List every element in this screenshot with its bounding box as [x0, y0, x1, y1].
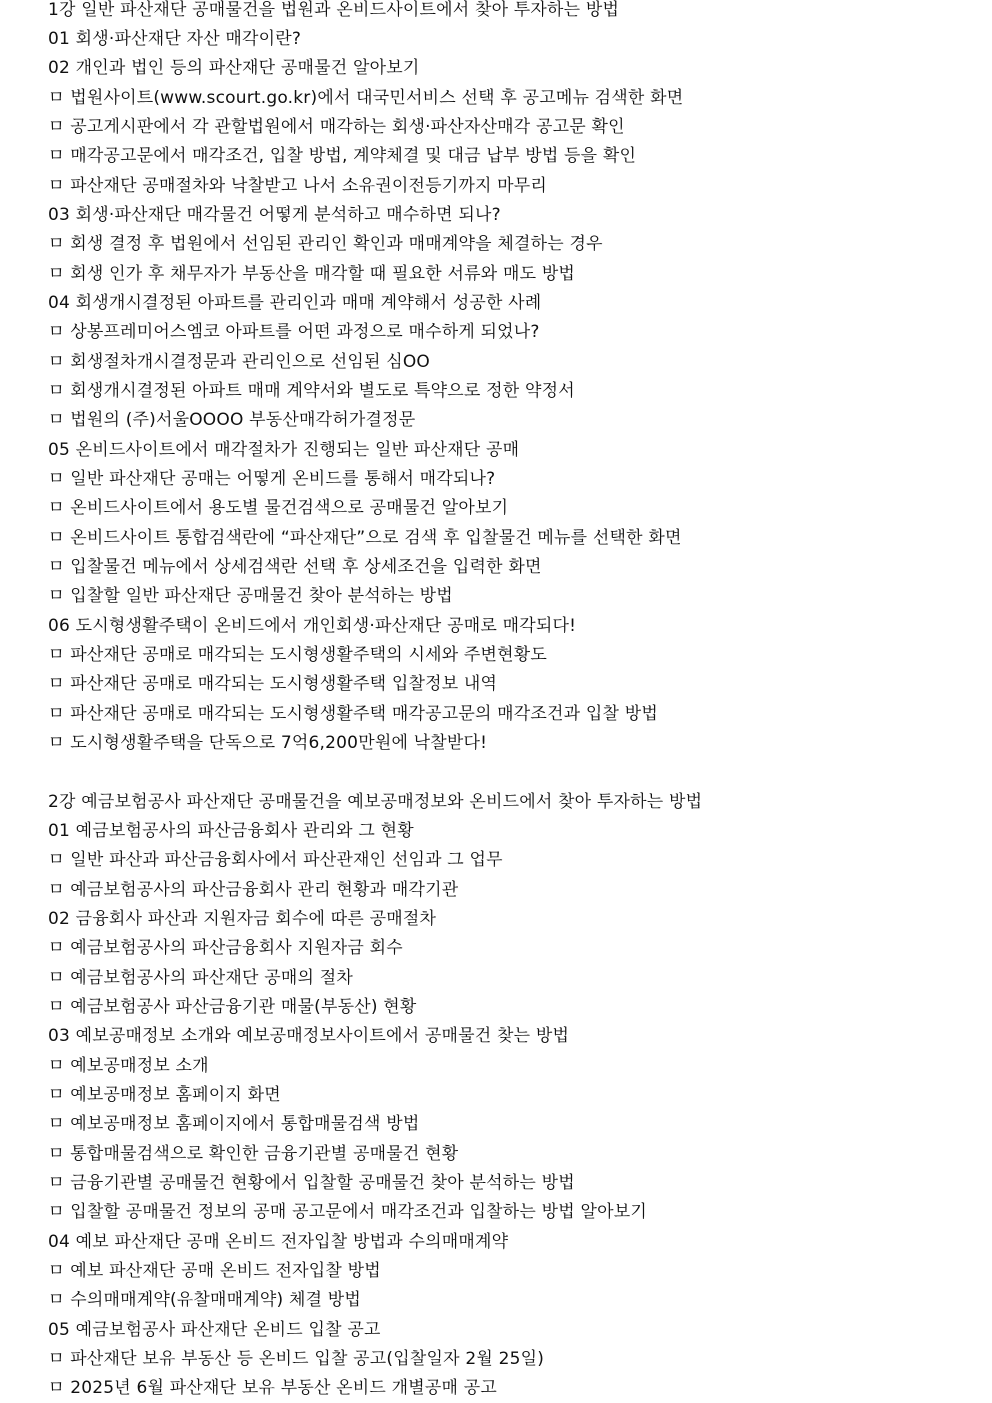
lecture2-line: 01 예금보험공사의 파산금융회사 관리와 그 현황: [48, 821, 414, 841]
lecture2-line: ㅁ 예보 파산재단 공매 온비드 전자입찰 방법: [48, 1261, 381, 1281]
lecture1-line: ㅁ 회생 인가 후 채무자가 부동산을 매각할 때 필요한 서류와 매도 방법: [48, 264, 576, 284]
lecture2-line: ㅁ 예금보험공사의 파산금융회사 지원자금 회수: [48, 938, 403, 958]
lecture2-line: ㅁ 예보공매정보 홈페이지 화면: [48, 1085, 281, 1105]
lecture1-line: ㅁ 온비드사이트에서 용도별 물건검색으로 공매물건 알아보기: [48, 498, 509, 518]
lecture2-line: 03 예보공매정보 소개와 예보공매정보사이트에서 공매물건 찾는 방법: [48, 1026, 570, 1046]
lecture2-line: ㅁ 통합매물검색으로 확인한 금융기관별 공매물건 현황: [48, 1144, 459, 1164]
lecture2-line: ㅁ 금융기관별 공매물건 현황에서 입찰할 공매물건 찾아 분석하는 방법: [48, 1173, 575, 1193]
lecture1-line: ㅁ 공고게시판에서 각 관할법원에서 매각하는 회생·파산자산매각 공고문 확인: [48, 117, 625, 137]
lecture1-line: ㅁ 법원사이트(www.scourt.go.kr)에서 대국민서비스 선택 후 공고메뉴 검색한 화면: [48, 88, 684, 108]
lecture1-line: ㅁ 일반 파산재단 공매는 어떻게 온비드를 통해서 매각되나?: [48, 469, 496, 489]
lecture2-line: ㅁ 입찰할 공매물건 정보의 공매 공고문에서 매각조건과 입찰하는 방법 알아보기: [48, 1202, 647, 1222]
lecture1-line: 02 개인과 법인 등의 파산재단 공매물건 알아보기: [48, 58, 420, 78]
lecture1-line: ㅁ 입찰물건 메뉴에서 상세검색란 선택 후 상세조건을 입력한 화면: [48, 557, 542, 577]
lecture2-line: 05 예금보험공사 파산재단 온비드 입찰 공고: [48, 1320, 381, 1340]
lecture2-line: ㅁ 예금보험공사의 파산금융회사 관리 현황과 매각기관: [48, 880, 459, 900]
lecture1-line: 01 회생·파산재단 자산 매각이란?: [48, 29, 302, 49]
lecture2-line: ㅁ 예금보험공사 파산금융기관 매물(부동산) 현황: [48, 997, 417, 1017]
lecture1-line: 03 회생·파산재단 매각물건 어떻게 분석하고 매수하면 되나?: [48, 205, 501, 225]
lecture1-line: 05 온비드사이트에서 매각절차가 진행되는 일반 파산재단 공매: [48, 440, 520, 460]
lecture1-line: ㅁ 파산재단 공매로 매각되는 도시형생활주택 입찰정보 내역: [48, 674, 498, 694]
lecture1-line: ㅁ 회생절차개시결정문과 관리인으로 선임된 심OO: [48, 352, 431, 372]
lecture1-line: ㅁ 파산재단 공매로 매각되는 도시형생활주택 매각공고문의 매각조건과 입찰 방법: [48, 704, 658, 724]
lecture1-line: ㅁ 파산재단 공매절차와 낙찰받고 나서 소유권이전등기까지 마무리: [48, 176, 548, 196]
lecture2-line: ㅁ 2025년 6월 파산재단 보유 부동산 온비드 개별공매 공고: [48, 1378, 497, 1398]
lecture2-line: ㅁ 일반 파산과 파산금융회사에서 파산관재인 선임과 그 업무: [48, 850, 503, 870]
lecture2-line: ㅁ 파산재단 보유 부동산 등 온비드 입찰 공고(입찰일자 2월 25일): [48, 1349, 545, 1369]
lecture2-line: ㅁ 예금보험공사의 파산재단 공매의 절차: [48, 968, 353, 988]
lecture2-line: ㅁ 예보공매정보 홈페이지에서 통합매물검색 방법: [48, 1114, 420, 1134]
lecture2-line: ㅁ 수의매매계약(유찰매매계약) 체결 방법: [48, 1290, 362, 1310]
lecture1-line: ㅁ 파산재단 공매로 매각되는 도시형생활주택의 시세와 주변현황도: [48, 645, 548, 665]
lecture1-line: ㅁ 온비드사이트 통합검색란에 “파산재단”으로 검색 후 입찰물건 메뉴를 선택한 화면: [48, 528, 682, 548]
lecture1-line: ㅁ 회생 결정 후 법원에서 선임된 관리인 확인과 매매계약을 체결하는 경우: [48, 234, 603, 254]
lecture1-line: ㅁ 상봉프레미어스엠코 아파트를 어떤 과정으로 매수하게 되었나?: [48, 322, 540, 342]
lecture1-line: ㅁ 매각공고문에서 매각조건, 입찰 방법, 계약체결 및 대금 납부 방법 등을 확인: [48, 146, 637, 166]
lecture2-title: 2강 예금보험공사 파산재단 공매물건을 예보공매정보와 온비드에서 찾아 투자하는 방법: [48, 792, 703, 812]
lecture1-title: 1강 일반 파산재단 공매물건을 법원과 온비드사이트에서 찾아 투자하는 방법: [48, 0, 620, 20]
lecture1-line: ㅁ 도시형생활주택을 단독으로 7억6,200만원에 낙찰받다!: [48, 733, 488, 753]
lecture1-line: ㅁ 회생개시결정된 아파트 매매 계약서와 별도로 특약으로 정한 약정서: [48, 381, 575, 401]
lecture1-line: 06 도시형생활주택이 온비드에서 개인회생·파산재단 공매로 매각되다!: [48, 616, 577, 636]
lecture2-line: 02 금융회사 파산과 지원자금 회수에 따른 공매절차: [48, 909, 437, 929]
lecture2-line: 04 예보 파산재단 공매 온비드 전자입찰 방법과 수의매매계약: [48, 1232, 509, 1252]
lecture1-line: ㅁ 법원의 (주)서울OOOO 부동산매각허가결정문: [48, 410, 416, 430]
lecture1-line: 04 회생개시결정된 아파트를 관리인과 매매 계약해서 성공한 사례: [48, 293, 542, 313]
lecture1-line: ㅁ 입찰할 일반 파산재단 공매물건 찾아 분석하는 방법: [48, 586, 453, 606]
lecture2-line: ㅁ 예보공매정보 소개: [48, 1056, 209, 1076]
